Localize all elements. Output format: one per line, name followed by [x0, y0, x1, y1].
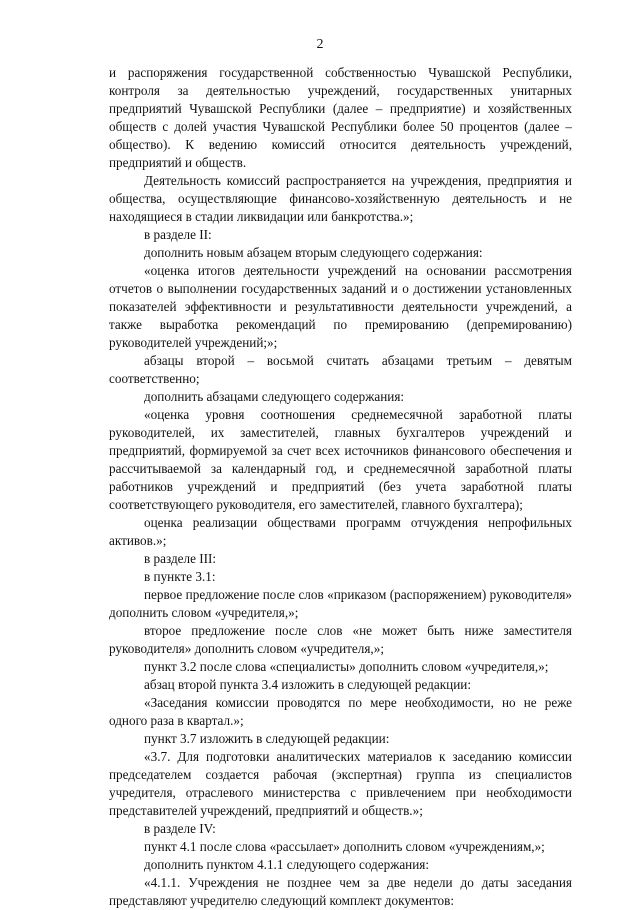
paragraph: дополнить новым абзацем вторым следующего содержания: — [144, 245, 483, 260]
paragraph: в разделе II: — [144, 227, 212, 242]
paragraph: «4.1.1. Учреждения не позднее чем за две недели до даты заседания представляют учредителю следующий комплект документов: — [109, 875, 572, 908]
paragraph: «Заседания комиссии проводятся по мере необходимости, но не реже одного раза в квартал.»; — [109, 695, 572, 728]
paragraph: Деятельность комиссий распространяется на учреждения, предприятия и общества, осуществляющие финансово-хозяйственную деятельность и не находящиеся в стадии ликвидации или банкротства.»; — [109, 173, 572, 224]
paragraph: абзацы второй – восьмой считать абзацами третьим – девятым соответственно; — [109, 353, 572, 386]
paragraph: второе предложение после слов «не может быть ниже заместителя руководителя» дополнить словом «учредителя,»; — [109, 623, 572, 656]
paragraph: «оценка итогов деятельности учреждений на основании рассмотрения отчетов о выполнении государственных заданий и о достижении установленных показателей эффективности и результативности деятельности учреждений, а также выработка рекомендаций по премированию (депремированию) руководителей учреждений;»; — [109, 263, 572, 350]
paragraph: абзац второй пункта 3.4 изложить в следующей редакции: — [144, 677, 471, 692]
paragraph: в разделе IV: — [144, 821, 216, 836]
paragraph: в пункте 3.1: — [144, 569, 216, 584]
document-body — [109, 64, 572, 910]
paragraph: первое предложение после слов «приказом (распоряжением) руководителя» дополнить словом «учредителя,»; — [109, 587, 572, 620]
paragraph: и распоряжения государственной собственностью Чувашской Республики, контроля за деятельностью учреждений, государственных унитарных предприятий Чувашской Республики (далее – предприятие) и хозяйственных обществ с долей участия Чувашской Республики более 50 процентов (далее – общество). К ведению комиссий относится деятельность учреждений, предприятий и обществ. — [109, 65, 572, 170]
paragraph: пункт 3.7 изложить в следующей редакции: — [144, 731, 390, 746]
paragraph: оценка реализации обществами программ отчуждения непрофильных активов.»; — [109, 515, 572, 548]
paragraph: в разделе III: — [144, 551, 217, 566]
paragraph: «3.7. Для подготовки аналитических материалов к заседанию комиссии председателем создается рабочая (экспертная) группа из специалистов учредителя, отраслевого министерства с привлечением при необходимости представителей учреждений, предприятий и обществ.»; — [109, 749, 572, 818]
paragraph: дополнить пунктом 4.1.1 следующего содержания: — [144, 857, 430, 872]
paragraph: пункт 3.2 после слова «специалисты» дополнить словом «учредителя,»; — [144, 659, 549, 674]
paragraph: дополнить абзацами следующего содержания: — [144, 389, 405, 404]
page-number: 2 — [316, 37, 324, 52]
paragraph: «оценка уровня соотношения среднемесячной заработной платы руководителей, их заместителей, главных бухгалтеров учреждений и предприятий, формируемой за счет всех источников финансового обеспечения и рассчитываемой за календарный год, и среднемесячной заработной платы работников учреждений и предприятий (без учета заработной платы соответствующего руководителя, его заместителей, главного бухгалтера); — [109, 407, 572, 512]
paragraph: пункт 4.1 после слова «рассылает» дополнить словом «учреждениям,»; — [144, 839, 545, 854]
